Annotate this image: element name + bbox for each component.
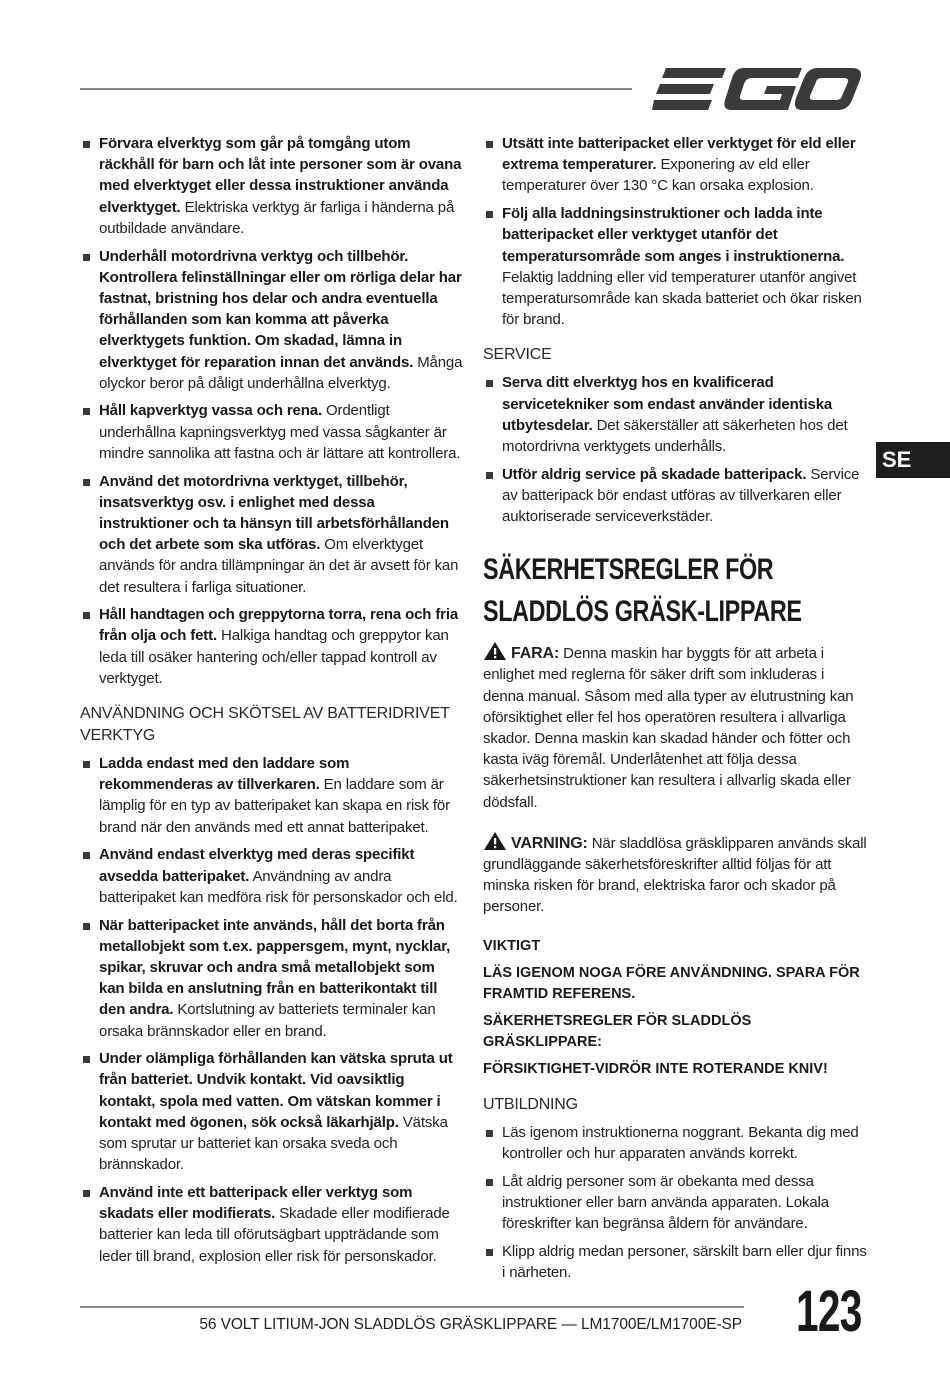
warning-triangle-icon xyxy=(483,641,507,661)
list-item: Följ alla laddningsinstruktioner och ladda inte batteripacket eller verktyget utanför det temperatursområde som anges i instruktionerna. Felaktig laddning eller vid temperaturer utanför angivet temperatursområde kan skada batteriet och ökar risken för brand. xyxy=(483,203,868,330)
bullet-square-icon xyxy=(83,479,90,486)
read-instructions-notice: LÄS IGENOM NOGA FÖRE ANVÄNDNING. SPARA FÖR FRAMTID REFERENS. xyxy=(483,964,860,1002)
bullet-square-icon xyxy=(83,1056,90,1063)
list-item: Ladda endast med den laddare som rekommenderas av tillverkaren. En laddare som är lämplig för en typ av batteripaket kan skapa en risk för brand när den används med ett annat batteripaket. xyxy=(80,753,463,838)
danger-paragraph: FARA: Denna maskin har byggts för att arbeta i enlighet med reglerna för säker drift som inkluderas i denna manual. Såsom med alla typer av elutrustning kan oförsiktighet eller fel hos operatören resultera i allvarliga skador. Denna maskin kan skadad händer och fötter och kasta iväg föremål. Underlåtenhet att följa dessa säkerhetsinstruktioner kan resultera i allvarlig skada eller dödsfall. xyxy=(483,641,868,813)
battery-tool-subheading: ANVÄNDNING OCH SKÖTSEL AV BATTERIDRIVET VERKTYG xyxy=(80,705,450,745)
bullet-square-icon xyxy=(486,1179,493,1186)
viktigt-label: VIKTIGT xyxy=(483,937,541,954)
section-heading: SÄKERHETSREGLER FÖR SLADDLÖS GRÄSK-LIPPARE xyxy=(483,553,802,629)
service-bullet-list xyxy=(483,372,868,527)
list-item: Under olämpliga förhållanden kan vätska spruta ut från batteriet. Undvik kontakt. Vid oavsiktlig kontakt, spola med vatten. Om vätskan kommer i kontakt med ögonen, sök också läkarhjälp. Vätska som sprutar ur batteriet kan orsaka sveda och brännskador. xyxy=(80,1048,463,1175)
list-item: Använd det motordrivna verktyget, tillbehör, insatsverktyg osv. i enlighet med dessa instruktioner och ta hänsyn till arbetsförhållanden och det arbete som ska utföras. Om elverktyget används för andra tillämpningar än det är avsett för kan det resultera i farliga situationer. xyxy=(80,471,463,598)
list-item: Låt aldrig personer som är obekanta med dessa instruktioner eller barn använda apparaten. Lokala föreskrifter kan begränsa åldern för användare. xyxy=(483,1171,868,1235)
left-column xyxy=(80,133,463,1273)
list-item: Utför aldrig service på skadade batteripack. Service av batteripack bör endast utföras av tillverkaren eller auktoriserade serviceverkstäder. xyxy=(483,464,868,528)
right-column xyxy=(483,133,868,1290)
footer-rule xyxy=(80,1306,744,1308)
right-bullet-list-1 xyxy=(483,133,868,330)
list-item: Håll handtagen och greppytorna torra, rena och fria från olja och fett. Halkiga handtag och greppytor kan leda till osäker hantering och/eller tappad kontroll av verktyget. xyxy=(80,604,463,689)
bullet-square-icon xyxy=(486,380,493,387)
list-item: Håll kapverktyg vassa och rena. Ordentligt underhållna kapningsverktyg med vassa sågkanter är mindre sannolika att fastna och är lättare att kontrollera. xyxy=(80,400,463,464)
bullet-square-icon xyxy=(83,254,90,261)
bullet-square-icon xyxy=(83,852,90,859)
list-item: Klipp aldrig medan personer, särskilt barn eller djur finns i närheten. xyxy=(483,1241,868,1283)
list-item: Läs igenom instruktionerna noggrant. Bekanta dig med kontroller och hur apparaten används korrekt. xyxy=(483,1122,868,1164)
training-bullet-list xyxy=(483,1122,868,1283)
list-item: Förvara elverktyg som går på tomgång utom räckhåll för barn och låt inte personer som är ovana med elverktyget eller dessa instruktioner använda elverktyget. Elektriska verktyg är farliga i händerna på outbildade användare. xyxy=(80,133,463,239)
list-item: Utsätt inte batteripacket eller verktyget för eld eller extrema temperaturer. Exponering av eld eller temperaturer över 130 °C kan orsaka explosion. xyxy=(483,133,868,197)
bullet-square-icon xyxy=(486,1249,493,1256)
bullet-square-icon xyxy=(486,141,493,148)
training-subheading: UTBILDNING xyxy=(483,1095,578,1113)
list-item: Underhåll motordrivna verktyg och tillbehör. Kontrollera felinställningar eller om rörliga delar har fastnat, bristning hos delar och andra eventuella förhållanden som kan komma att påverka elverktygets funktion. Om skadad, lämna in elverktyget för reparation innan det används. Många olyckor beror på dåligt underhållna elverktyg. xyxy=(80,246,463,394)
bullet-square-icon xyxy=(83,1190,90,1197)
list-item: Använd inte ett batteripack eller verktyg som skadats eller modifierats. Skadade eller modifierade batterier kan leda till oförutsägbart uppträdande som leder till brand, explosion eller risk för personskador. xyxy=(80,1182,463,1267)
danger-label: FARA: xyxy=(511,645,560,663)
warning-triangle-icon xyxy=(483,831,507,851)
left-bullet-list-1 xyxy=(80,133,463,689)
bullet-square-icon xyxy=(486,1130,493,1137)
service-subheading: SERVICE xyxy=(483,346,552,364)
bullet-square-icon xyxy=(83,141,90,148)
page-number: 123 xyxy=(796,1279,862,1344)
warning-label: VARNING: xyxy=(511,834,588,852)
language-tab: SE xyxy=(876,442,950,478)
list-item: Använd endast elverktyg med deras specifikt avsedda batteripaket. Användning av andra batteripaket kan medföra risk för personskador och eld. xyxy=(80,844,463,908)
warning-paragraph: VARNING: När sladdlösa gräsklipparen används skall grundläggande säkerhetsföreskrifter alltid följas för att minska risken för brand, elektriska faror och skador på personer. xyxy=(483,831,868,918)
list-item: När batteripacket inte används, håll det borta från metallobjekt som t.ex. pappersgem, mynt, nycklar, spikar, skruvar och andra små metallobjekt som kan bilda en anslutning från en batterikontakt till den andra. Kortslutning av batteriets terminaler kan orsaka brännskador eller en brand. xyxy=(80,915,463,1042)
bullet-square-icon xyxy=(486,472,493,479)
caution-notice: FÖRSIKTIGHET-VIDRÖR INTE ROTERANDE KNIV! xyxy=(483,1060,828,1077)
list-item: Serva ditt elverktyg hos en kvalificerad servicetekniker som endast använder identiska utbytesdelar. Det säkerställer att säkerheten hos det motordrivna verktygets underhålls. xyxy=(483,372,868,457)
safety-rules-label: SÄKERHETSREGLER FÖR SLADDLÖS GRÄSKLIPPARE: xyxy=(483,1012,752,1050)
bullet-square-icon xyxy=(83,408,90,415)
left-bullet-list-2 xyxy=(80,753,463,1267)
bullet-square-icon xyxy=(486,211,493,218)
footer-title: 56 VOLT LITIUM-JON SLADDLÖS GRÄSKLIPPARE — LM1700E/LM1700E-SP xyxy=(199,1316,742,1333)
header-rule xyxy=(80,88,632,90)
bullet-square-icon xyxy=(83,612,90,619)
ego-logo xyxy=(652,64,862,114)
bullet-square-icon xyxy=(83,761,90,768)
bullet-square-icon xyxy=(83,923,90,930)
